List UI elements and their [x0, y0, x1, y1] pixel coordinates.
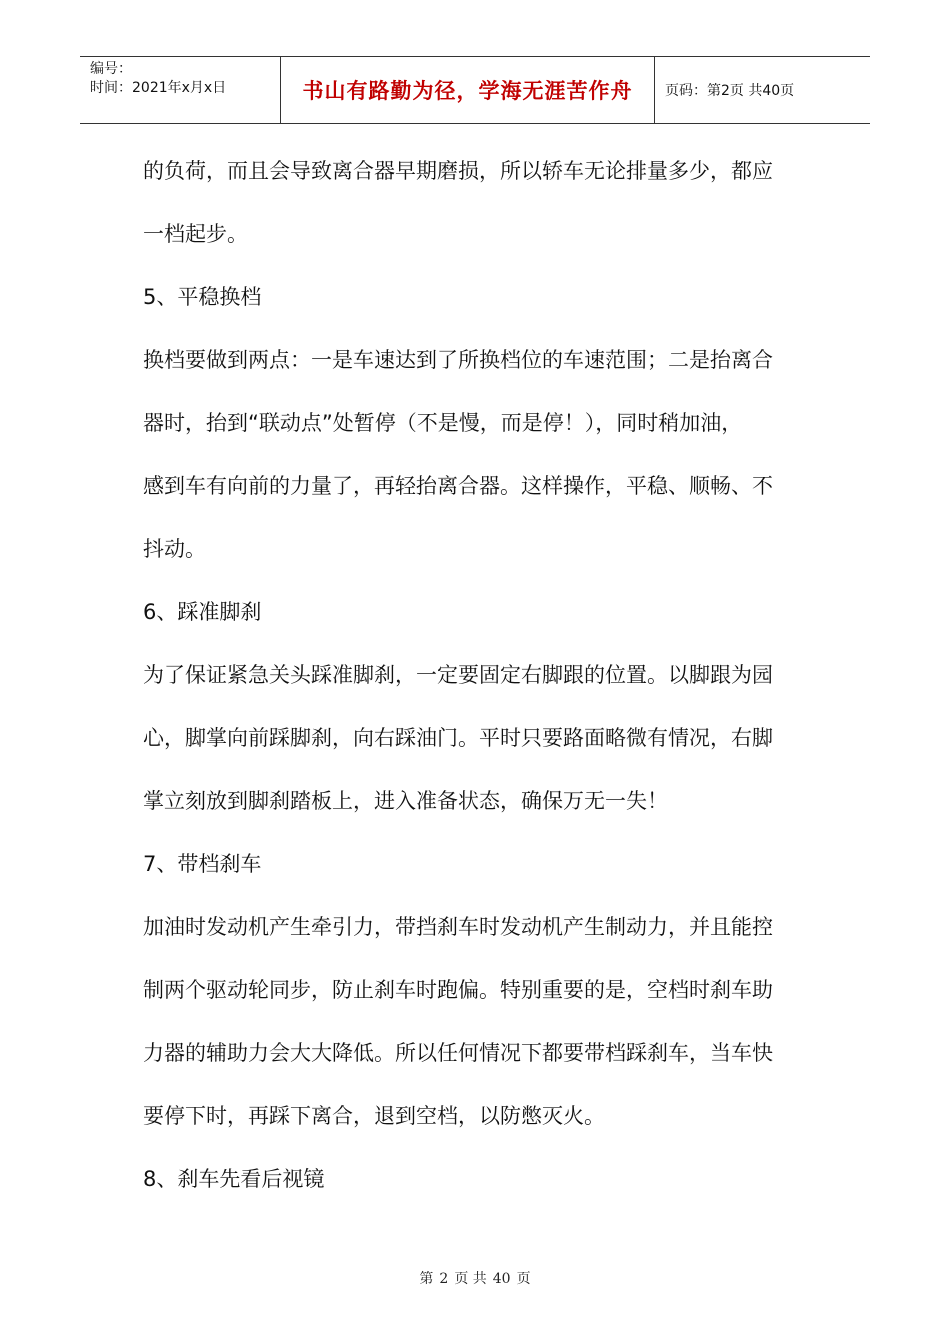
footer-mid: 页 共: [454, 1271, 487, 1287]
body-line: 感到车有向前的力量了，再轻抬离合器。这样操作，平稳、顺畅、不: [143, 474, 773, 498]
body-line: 的负荷，而且会导致离合器早期磨损，所以轿车无论排量多少，都应: [143, 159, 773, 183]
section-heading: 8、刹车先看后视镜: [143, 1167, 325, 1191]
body-line: 换档要做到两点：一是车速达到了所换档位的车速范围；二是抬离合: [143, 348, 773, 372]
body-line: 要停下时，再踩下离合，退到空档，以防憋灭火。: [143, 1104, 605, 1128]
section-heading: 5、平稳换档: [143, 285, 262, 309]
header-motto-cell: [281, 57, 655, 123]
page-header: [80, 56, 870, 124]
header-page-info: 页码：第2页 共40页: [665, 83, 795, 99]
document-number-label: 编号：: [90, 61, 132, 77]
document-date-label: 时间：2021年x月x日: [90, 80, 227, 96]
body-line: 掌立刻放到脚刹踏板上，进入准备状态，确保万无一失！: [143, 789, 668, 813]
footer-page-number: 2: [439, 1271, 449, 1287]
body-line: 心，脚掌向前踩脚刹，向右踩油门。平时只要路面略微有情况，右脚: [143, 726, 773, 750]
header-motto: 书山有路勤为径，学海无涯苦作舟: [302, 79, 633, 103]
footer-total-pages: 40: [492, 1271, 511, 1287]
footer-suffix: 页: [516, 1271, 531, 1287]
section-heading: 7、带档刹车: [143, 852, 262, 876]
header-page-info-cell: [655, 57, 870, 123]
section-heading: 6、踩准脚刹: [143, 600, 262, 624]
header-meta: [80, 57, 281, 123]
body-line: 为了保证紧急关头踩准脚刹，一定要固定右脚跟的位置。以脚跟为园: [143, 663, 773, 687]
body-line: 抖动。: [143, 537, 206, 561]
page-footer: [0, 1268, 950, 1288]
body-line: 一档起步。: [143, 222, 248, 246]
body-line: 制两个驱动轮同步，防止刹车时跑偏。特别重要的是，空档时刹车助: [143, 978, 773, 1002]
body-line: 器时，抬到“联动点”处暂停（不是慢，而是停！），同时稍加油，: [143, 411, 743, 435]
document-body: [143, 140, 803, 1211]
footer-prefix: 第: [419, 1271, 434, 1287]
body-line: 加油时发动机产生牵引力，带挡刹车时发动机产生制动力，并且能控: [143, 915, 773, 939]
body-line: 力器的辅助力会大大降低。所以任何情况下都要带档踩刹车，当车快: [143, 1041, 773, 1065]
